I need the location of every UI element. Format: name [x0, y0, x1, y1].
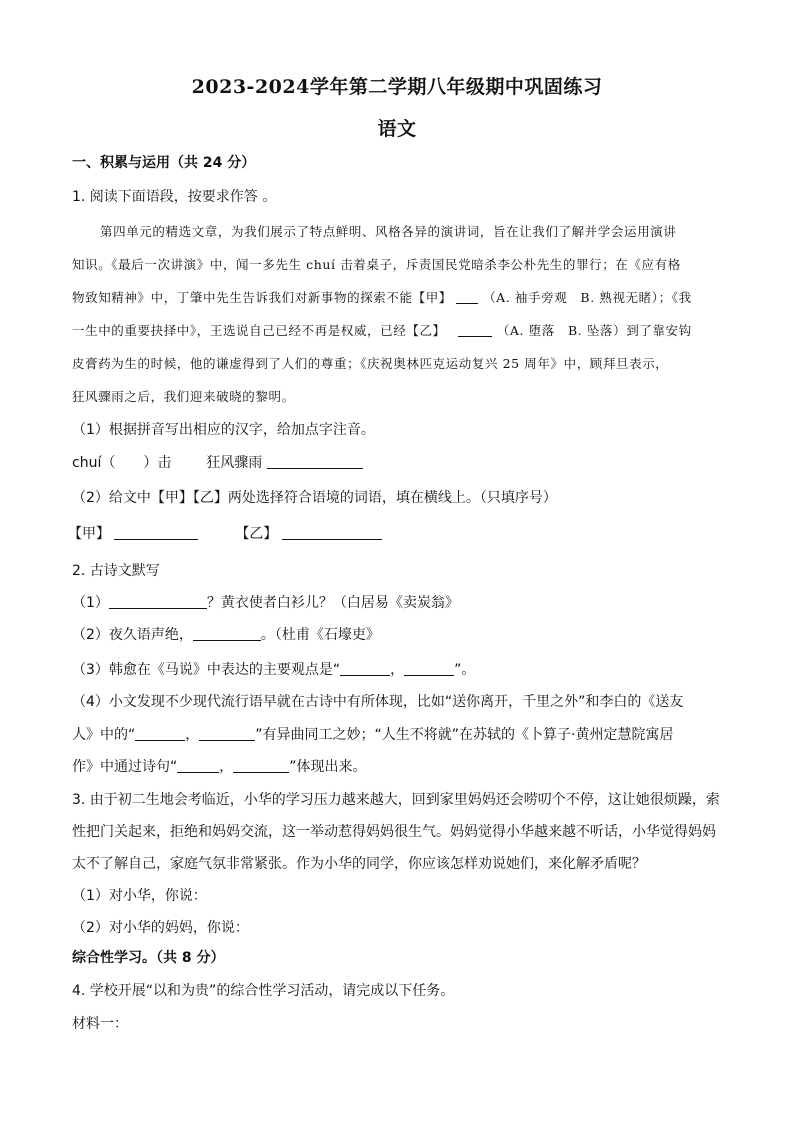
question-3-line: 3. 由于初二生地会考临近，小华的学习压力越来越大，回到家里妈妈还会唠叨个不停，这让她很烦躁，索 — [72, 792, 720, 808]
question-2-line-4a: （4）小文发现不少现代流行语早就在古诗中有所体现，比如“送你离开，千里之外”和李白的《送友 — [72, 694, 684, 710]
passage-text: （A. 堕落 B. 坠落）到了靠安钩 — [496, 323, 692, 338]
poem-answer-blank[interactable] — [109, 594, 207, 609]
poem-text: ”有异曲同工之妙；“人生不将就”在苏轼的《卜算子·黄州定慧院寓居 — [255, 727, 674, 743]
poem-answer-blank[interactable] — [177, 758, 219, 773]
poem-answer-blank[interactable] — [340, 661, 390, 676]
question-1-sub2-answers — [68, 523, 382, 543]
poem-source-text: ？黄衣使者白衫儿？（白居易《卖炭翁》 — [206, 595, 459, 611]
question-2-line-4c — [72, 756, 367, 776]
poem-answer-blank[interactable] — [404, 661, 454, 676]
passage-line: 第四单元的精选文章，为我们展示了特点鲜明、风格各异的演讲词，旨在让我们了解并学会运用演讲 — [100, 224, 677, 239]
chui-fill: chuí（ ）击 — [72, 455, 172, 471]
question-2-line-3 — [72, 659, 475, 679]
section-heading-1: 一、积累与运用（共 24 分） — [72, 155, 256, 171]
poem-text: ”体现出来。 — [289, 759, 367, 775]
sub-number: （1） — [72, 595, 109, 611]
yi-label: 【乙】 — [235, 526, 278, 542]
passage-text: 物致知精神》中，丁肇中先生告诉我们对新事物的探索不能【甲】 — [72, 290, 452, 305]
poem-answer-blank[interactable] — [135, 726, 185, 741]
question-3-sub1: （1）对小华，你说： — [72, 888, 207, 904]
yi-answer-blank[interactable] — [282, 525, 382, 540]
kuangfeng-answer-blank[interactable] — [267, 454, 363, 469]
jia-label: 【甲】 — [68, 526, 110, 542]
question-2-line-4b — [72, 724, 673, 744]
poem-answer-blank[interactable] — [199, 726, 255, 741]
question-1-sub1: （1）根据拼音写出相应的汉字，给加点字注音。 — [72, 422, 375, 438]
passage-line — [72, 288, 692, 306]
question-2-prompt: 2. 古诗文默写 — [72, 563, 160, 579]
passage-text: （A. 袖手旁观 B. 熟视无睹）；《我 — [483, 290, 692, 305]
jia-answer-blank[interactable] — [114, 525, 198, 540]
section-heading-2: 综合性学习。（共 8 分） — [72, 950, 225, 966]
poem-text: 作》中通过诗句“ — [72, 759, 178, 775]
question-1-prompt: 1. 阅读下面语段，按要求作答 。 — [72, 189, 277, 205]
question-1-sub1-answers — [72, 452, 363, 472]
blank-yi-inline — [458, 322, 492, 337]
poem-answer-blank[interactable] — [193, 626, 261, 641]
passage-text: 一生中的重要抉择中》，王选说自己已经不再是权威，已经【乙】 — [72, 323, 446, 338]
blank-jia-inline — [456, 289, 478, 304]
question-2-line-2 — [72, 624, 380, 644]
question-3-line: 性把门关起来，拒绝和妈妈交流，这一举动惹得妈妈很生气。妈妈觉得小华越来越不听话，小华觉得妈妈 — [72, 824, 716, 840]
question-4-prompt: 4. 学校开展“以和为贵”的综合性学习活动，请完成以下任务。 — [72, 983, 455, 999]
comma: ， — [390, 662, 405, 678]
subject-title: 语文 — [377, 118, 417, 140]
question-3-line: 太不了解自己，家庭气氛非常紧张。作为小华的同学，你应该怎样劝说她们，来化解矛盾呢？ — [72, 856, 646, 872]
poem-source-text: 。（杜甫《石壕吏》 — [260, 627, 380, 643]
question-1-sub2: （2）给文中【甲】【乙】两处选择符合语境的词语，填在横线上。（只填序号） — [72, 490, 557, 506]
comma: ， — [185, 727, 200, 743]
material-one-label: 材料一： — [72, 1016, 128, 1032]
kuangfeng-label: 狂风骤雨 — [206, 455, 263, 471]
poem-answer-blank[interactable] — [233, 758, 289, 773]
poem-text: ”。 — [454, 662, 476, 678]
passage-line: 狂风骤雨之后，我们迎来破晓的黎明。 — [72, 389, 295, 404]
passage-line: 知识。《最后一次讲演》中，闻一多先生 chuí 击着桌子，斥责国民党暗杀李公朴先生的罪行；在《应有格 — [72, 257, 681, 272]
passage-line: 皮膏药为生的时候，他的谦虚得到了人们的尊重；《庆祝奥林匹克运动复兴 25 周年》中，顾拜旦表示， — [72, 356, 669, 371]
passage-line — [72, 321, 692, 339]
question-3-sub2: （2）对小华的妈妈，你说： — [72, 920, 249, 936]
question-2-line-1 — [72, 592, 459, 612]
poem-text: （3）韩愈在《马说》中表达的主要观点是“ — [72, 662, 341, 678]
poem-text: （2）夜久语声绝， — [72, 627, 193, 643]
comma: ， — [219, 759, 234, 775]
poem-text: 人》中的“ — [72, 727, 136, 743]
exam-title: 2023-2024学年第二学期八年级期中巩固练习 — [191, 76, 603, 98]
